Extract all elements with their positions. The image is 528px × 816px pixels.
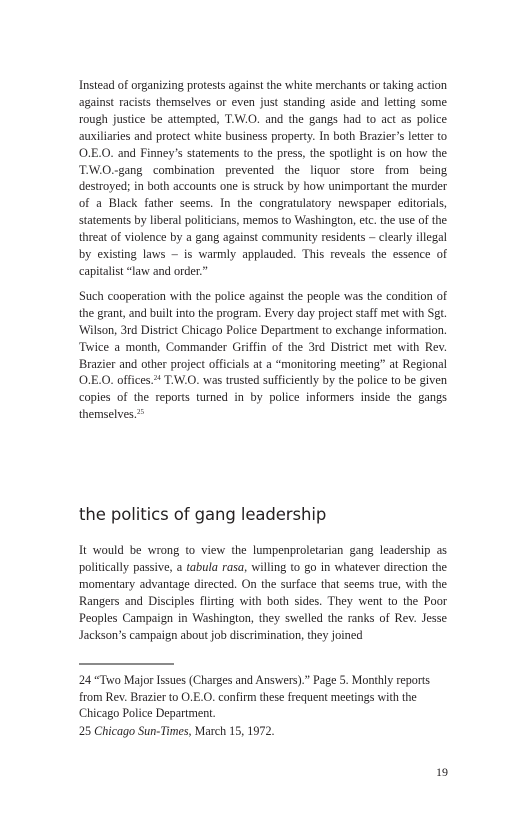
paragraph-2 <box>79 288 447 423</box>
paragraph-1: Instead of organizing protests against the white merchants or taking action against racists themselves or even just standing aside and letting some rough justice be attempted, T.W.O. and the gangs had to act as police auxiliaries and protect white business property. In both Brazier’s letter to O.E.O. and Finney’s statements to the press, the spotlight is on how the T.W.O.-gang combination prevented the liquor store from being destroyed; in both accounts one is struck by how unimportant the murder of a Black father seems. In the congratulatory newspaper editorials, statements by liberal politicians, memos to Washington, etc. the use of the threat of violence by a gang against community residents – clearly illegal by existing laws – is warmly applauded. This reveals the essence of capitalist “law and order.” <box>79 78 447 278</box>
section-text-italic: tabula rasa <box>186 559 245 574</box>
footnote-divider <box>79 663 174 665</box>
footnote-25 <box>79 723 447 740</box>
section-text-a: It would be wrong to view the lumpenproletarian gang leadership as politically passive, a <box>79 543 447 574</box>
footnotes <box>79 672 447 740</box>
paragraph-2-text-b: T.W.O. was trusted sufficiently by the police to be given copies of the reports turned in by police informers inside the gangs themselves. <box>79 373 447 422</box>
section-paragraph-1 <box>79 542 447 643</box>
paragraph-2-text-a: Such cooperation with the police against the people was the condition of the grant, and built into the program. Every day project staff met with Sgt. Wilson, 3rd District Chicago Police Department to exchange information. Twice a month, Commander Griffin of the 3rd District met with Rev. Brazier and other project officials at a “monitoring meeting” at Regional O.E.O. offices. <box>79 288 447 388</box>
footnote-24: 24 “Two Major Issues (Charges and Answers).” Page 5. Monthly reports from Rev. Brazier to O.E.O. confirm these frequent meetings with the Chicago Police Department. <box>79 673 430 721</box>
footnote-25-date: , March 15, 1972. <box>188 724 275 739</box>
section-text-b: , willing to go in whatever direction the momentary advantage directed. On the surface that seems true, with the Rangers and Disciples flirting with both sides. They went to the Poor Peoples Campaign in Washington, they swelled the ranks of Rev. Jesse Jackson’s campaign about job discrimination, they joined <box>79 559 447 642</box>
page-number: 19 <box>436 765 448 779</box>
footnote-25-source: Chicago Sun-Times <box>94 724 189 739</box>
footnote-ref-25: 25 <box>136 408 144 417</box>
footnote-25-number: 25 <box>79 724 95 739</box>
footnote-ref-24: 24 <box>153 374 161 383</box>
section-heading: the politics of gang leadership <box>79 505 327 524</box>
main-text <box>79 77 447 423</box>
section-text <box>79 542 447 643</box>
